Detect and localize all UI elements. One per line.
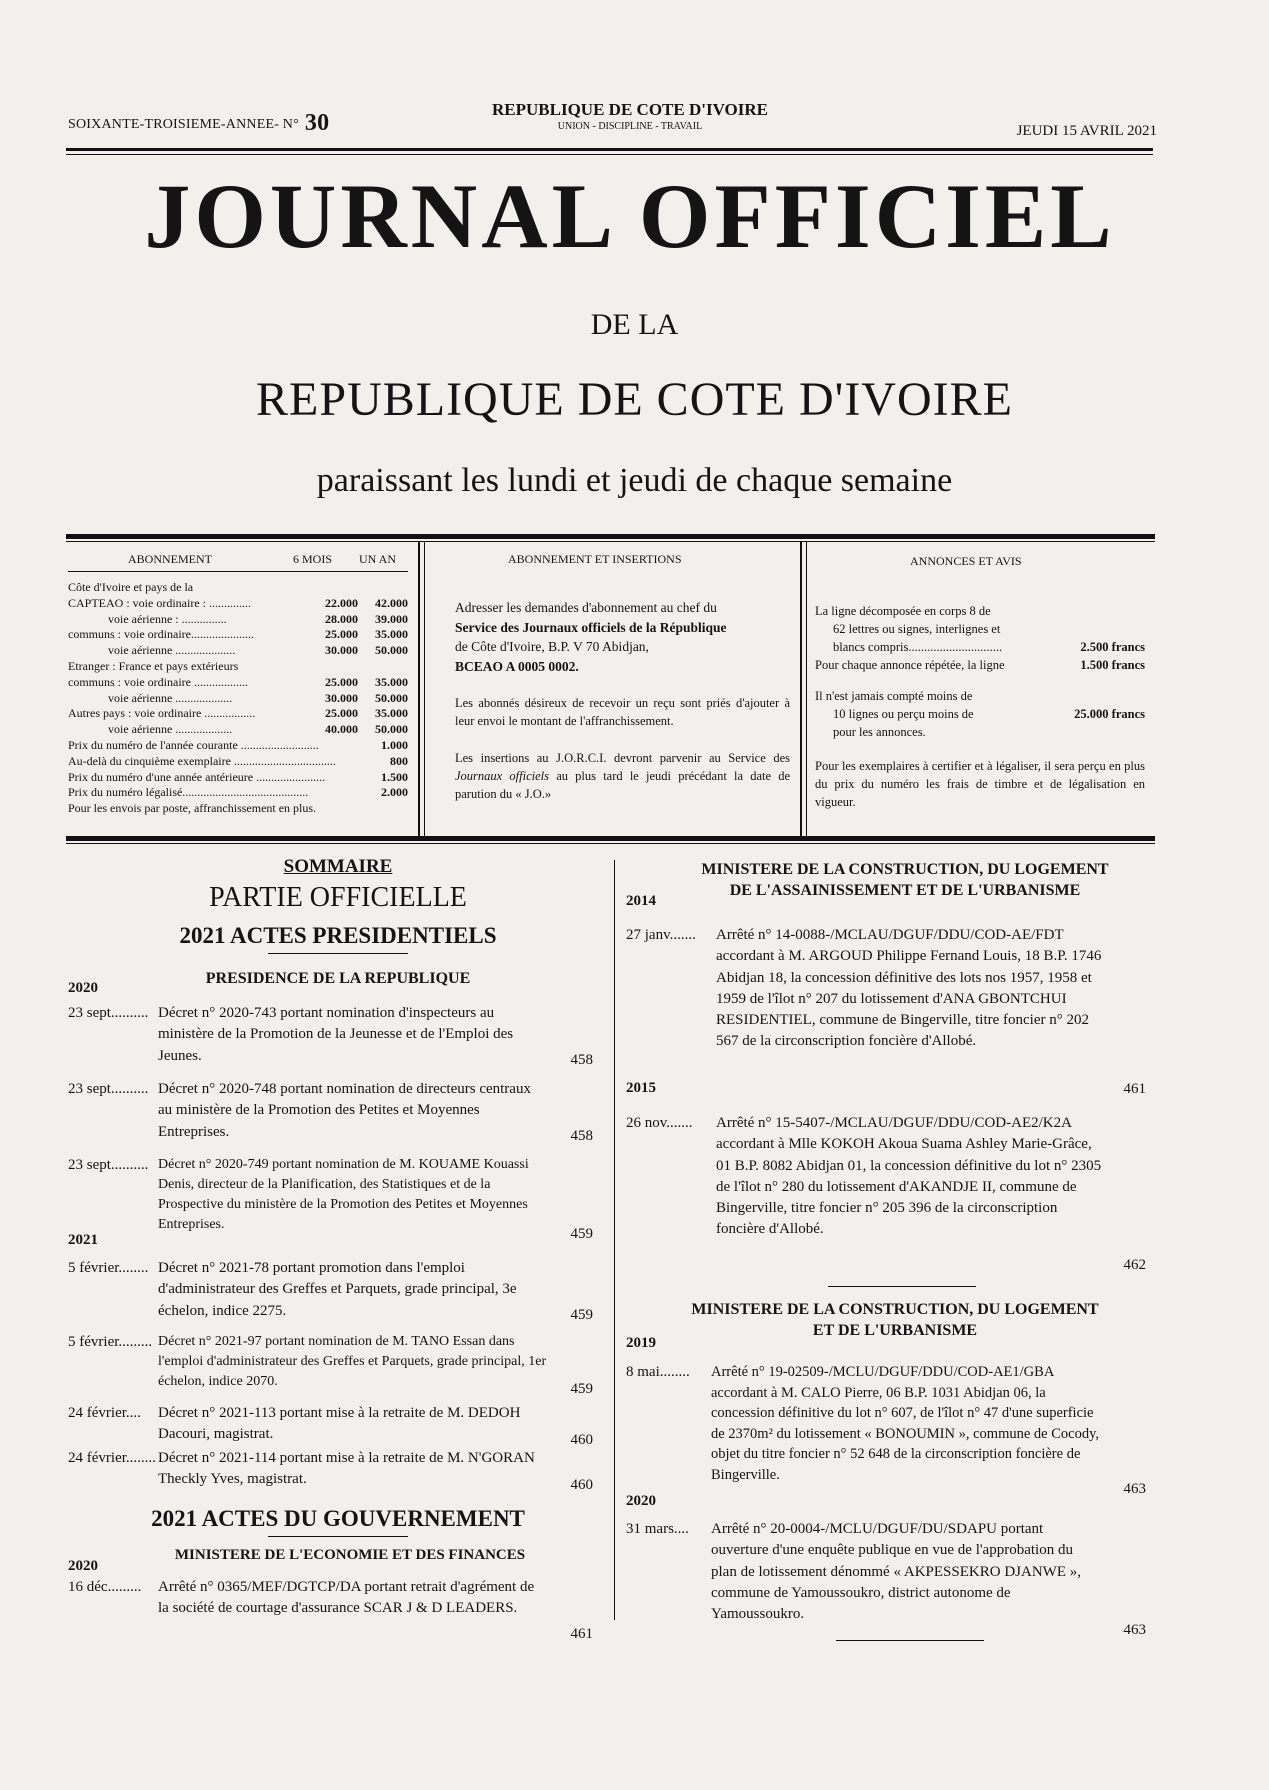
rate-six-months <box>308 785 359 801</box>
section-rule-1 <box>268 953 408 954</box>
year-label-2021: 2021 <box>68 1232 98 1248</box>
rate-one-year: 50.000 <box>375 722 408 737</box>
year-label-2020-construction: 2020 <box>626 1493 656 1509</box>
rate-label: CAPTEAO : voie ordinaire : .............. <box>68 595 251 610</box>
entry-date: 23 sept.......... <box>68 1081 149 1097</box>
box-separator-1 <box>418 541 420 837</box>
summary-entry <box>68 1079 593 1147</box>
rate-one-year <box>363 801 408 817</box>
summary-entry <box>626 1519 1146 1641</box>
entry-text: Décret n° 2020-749 portant nomination de M. KOUAME Kouassi Denis, directeur de la Planification, des Statistiques et de la Prospective du ministère de la Promotion des Petites et Moyennes Entreprises. <box>158 1157 529 1232</box>
year-label: SOIXANTE-TROISIEME-ANNEE- N° <box>68 117 299 132</box>
title-de-la: DE LA <box>590 308 679 341</box>
issue-date: JEUDI 15 AVRIL 2021 <box>1016 123 1157 139</box>
annonces-line-3 <box>815 638 1145 656</box>
summary-entry <box>68 1332 593 1400</box>
year-label-2020: 2020 <box>68 980 98 996</box>
annonces-line-4-label: Pour chaque annonce répétée, la ligne <box>815 658 1005 673</box>
box-separator-2 <box>800 541 802 837</box>
entry-page-number: 459 <box>570 1307 593 1323</box>
rate-one-year: 2.000 <box>381 785 408 800</box>
rate-row <box>68 722 408 738</box>
rate-label: voie aérienne .................... <box>108 643 236 658</box>
rate-label: Prix du numéro légalisé.......................................... <box>68 785 309 800</box>
rate-six-months <box>306 659 358 675</box>
entry-date: 23 sept.......... <box>68 1157 149 1173</box>
box-bottom-rule-thin <box>66 843 1155 844</box>
top-rule <box>66 148 1153 151</box>
rate-six-months: 30.000 <box>325 690 358 705</box>
box-top-rule <box>66 534 1155 539</box>
entry-text: Décret n° 2021-114 portant mise à la retraite de M. N'GORAN Theckly Yves, magistrat. <box>158 1450 535 1488</box>
rate-row <box>68 785 408 801</box>
year-label-2015: 2015 <box>626 1080 656 1096</box>
box-top-rule-thin <box>66 541 1155 542</box>
insertions-line-3: de Côte d'Ivoire, B.P. V 70 Abidjan, <box>455 639 649 655</box>
rate-one-year: 800 <box>390 753 408 768</box>
ministere-cl2-line-a: MINISTERE DE LA CONSTRUCTION, DU LOGEMENT <box>691 1301 1099 1318</box>
entry-page-number: 458 <box>570 1128 593 1144</box>
annonces-price-1: 2.500 francs <box>1080 640 1145 655</box>
rate-row <box>68 754 408 770</box>
annonces-line-5: Il n'est jamais compté moins de <box>815 688 973 703</box>
rate-label: Autres pays : voie ordinaire ................. <box>68 706 256 721</box>
six-months-header: 6 MOIS <box>293 552 333 566</box>
rate-row <box>68 659 408 675</box>
publication-frequency: paraissant les lundi et jeudi de chaque semaine <box>316 462 953 499</box>
entry-text: Décret n° 2021-113 portant mise à la retraite de M. DEDOH Dacouri, magistrat. <box>158 1405 521 1443</box>
rate-row <box>68 738 408 754</box>
rate-six-months <box>319 738 364 754</box>
legalisation-note: Pour les exemplaires à certifier et à légaliser, il sera perçu en plus du prix du numéro les frais de timbre et de légalisation en vigueur. <box>815 758 1145 810</box>
annonces-line-4 <box>815 656 1145 674</box>
rate-row <box>68 580 408 596</box>
rate-six-months: 25.000 <box>325 627 358 642</box>
rate-label: communs : voie ordinaire .................. <box>68 674 248 689</box>
annonces-price-2: 1.500 francs <box>1080 658 1145 673</box>
rate-row <box>68 801 408 817</box>
top-rule-thin <box>66 154 1153 155</box>
entry-text: Arrêté n° 15-5407-/MCLAU/DGUF/DDU/COD-AE2/K2A accordant à Mlle KOKOH Akoua Suama Ashley Marie-Grâce, 01 B.P. 8082 Abidjan 01, la concession définitive du lot n° 2305 de l'îlot n° 280 du lotissement d'AKANDJE II, commune de Bingerville, titre foncier n° 205 396 de la circonscription foncière d'Allobé. <box>716 1115 1102 1238</box>
rate-row <box>68 596 408 612</box>
section-rule-3 <box>828 1286 976 1287</box>
entry-text: Arrêté n° 0365/MEF/DGTCP/DA portant retrait d'agrément de la société de courtage d'assurance SCAR J & D LEADERS. <box>158 1579 535 1617</box>
box-separator-2b <box>806 541 807 837</box>
entry-page-number: 461 <box>1123 1081 1146 1097</box>
insertions-header: ABONNEMENT ET INSERTIONS <box>508 552 682 566</box>
rate-six-months <box>306 580 358 596</box>
summary-entry <box>68 1003 593 1071</box>
entry-page-number: 459 <box>570 1381 593 1397</box>
entry-date: 24 février.... <box>68 1405 141 1421</box>
entry-date: 23 sept.......... <box>68 1005 149 1021</box>
summary-entry <box>68 1155 593 1245</box>
summary-entry <box>68 1258 593 1326</box>
rates-header-rule <box>68 571 408 572</box>
annonces-header: ANNONCES ET AVIS <box>910 554 1022 568</box>
rate-six-months <box>336 754 373 770</box>
annonces-line-3-label: blancs compris.............................. <box>833 640 1003 655</box>
rate-label: Prix du numéro d'une année antérieure ....................... <box>68 769 326 784</box>
annonces-line-6-label: 10 lignes ou perçu moins de <box>833 706 974 721</box>
rate-one-year <box>358 659 408 675</box>
national-motto: UNION - DISCIPLINE - TRAVAIL <box>557 121 703 132</box>
ministere-cl1-line-a: MINISTERE DE LA CONSTRUCTION, DU LOGEMENT <box>701 861 1109 878</box>
actes-gouvernement-heading: 2021 ACTES DU GOUVERNEMENT <box>151 1506 525 1531</box>
entry-text: Arrêté n° 19-02509-/MCLU/DGUF/DDU/COD-AE1/GBA accordant à M. CALO Pierre, 06 B.P. 1031 Abidjan 06, la concession définitive du lot n° 607, de l'îlot n° 47 d'une superficie de 2370m² du lotissement « BONOUMIN », commune de Cocody, objet du titre foncier n° 52 648 de la circonscription foncière de Bingerville. <box>711 1364 1100 1483</box>
annonces-price-3: 25.000 francs <box>1074 706 1145 721</box>
entry-text: Décret n° 2021-97 portant nomination de M. TANO Essan dans l'emploi d'administrateur des Greffes et Parquets, grade principal, 1er échelon, indice 2070. <box>158 1334 547 1389</box>
receipt-note: Les abonnés désireux de recevoir un reçu sont priés d'ajouter à leur envoi le montant de l'affranchissement. <box>455 696 790 729</box>
summary-entry <box>68 1577 593 1645</box>
rate-six-months: 40.000 <box>325 722 358 737</box>
journal-title: JOURNAL OFFICIEL <box>144 165 1116 267</box>
summary-entry <box>626 1113 1146 1276</box>
annonces-line-6 <box>815 705 1145 723</box>
summary-entry <box>626 1362 1146 1500</box>
entry-date: 31 mars.... <box>626 1521 689 1537</box>
rate-row <box>68 706 408 722</box>
annonces-text <box>815 602 1145 811</box>
rate-six-months: 25.000 <box>325 706 358 721</box>
actes-presidentiels-heading: 2021 ACTES PRESIDENTIELS <box>179 923 497 948</box>
ministere-cl2-line-b: ET DE L'URBANISME <box>812 1321 978 1339</box>
column-separator <box>614 860 615 1620</box>
deadline-c: au plus tard le jeudi précédant la date de parution du « J.O.» <box>455 768 791 801</box>
rate-row <box>68 612 408 628</box>
rate-one-year: 42.000 <box>375 595 408 610</box>
rate-one-year: 39.000 <box>375 611 408 626</box>
sommaire-heading: SOMMAIRE <box>283 856 393 877</box>
rate-label: Côte d'Ivoire et pays de la <box>68 580 194 594</box>
rate-six-months <box>325 770 367 786</box>
rate-label: communs : voie ordinaire..................... <box>68 627 254 642</box>
rate-six-months: 25.000 <box>325 674 358 689</box>
rate-one-year: 50.000 <box>375 643 408 658</box>
insertions-line-2: Service des Journaux officiels de la République <box>455 619 727 635</box>
rate-row <box>68 770 408 786</box>
year-label-2014: 2014 <box>626 893 656 909</box>
rate-six-months: 22.000 <box>325 595 358 610</box>
ministere-economie-heading: MINISTERE DE L'ECONOMIE ET DES FINANCES <box>174 1547 526 1563</box>
rate-one-year <box>358 580 408 596</box>
box-bottom-rule <box>66 836 1155 841</box>
summary-entry <box>626 925 1146 1100</box>
rate-one-year: 35.000 <box>375 627 408 642</box>
rate-six-months <box>316 801 363 817</box>
box-separator-1b <box>424 541 425 837</box>
entry-date: 26 nov....... <box>626 1115 693 1131</box>
rate-one-year: 35.000 <box>375 674 408 689</box>
issue-info <box>68 110 329 137</box>
deadline-a: Les insertions au J.O.R.C.I. devront parvenir au Service des <box>455 750 790 765</box>
section-rule-4 <box>836 1640 984 1641</box>
rate-label: voie aérienne : ............... <box>108 611 227 626</box>
insertion-deadline <box>455 749 790 803</box>
rate-one-year: 35.000 <box>375 706 408 721</box>
entry-date: 5 février........ <box>68 1260 149 1276</box>
rate-label: Prix du numéro de l'année courante .......................... <box>68 738 319 752</box>
entry-text: Décret n° 2020-743 portant nomination d'inspecteurs au ministère de la Promotion de la Jeunesse et de l'Emploi des Jeunes. <box>158 1005 514 1064</box>
entry-page-number: 463 <box>1123 1622 1146 1638</box>
entry-page-number: 459 <box>570 1226 593 1242</box>
rate-row <box>68 675 408 691</box>
entry-text: Arrêté n° 14-0088-/MCLAU/DGUF/DDU/COD-AE/FDT accordant à M. ARGOUD Philippe Fernand Louis, 18 B.P. 1746 Abidjan 18, la concession définitive des lots nos 1957, 1958 et 1959 de l'îlot n° 207 du lotissement d'ANA GBONTCHUI RESIDENTIEL, commune de Bingerville, titre foncier n° 202 567 de la circonscription foncière d'Allobé. <box>716 927 1102 1050</box>
partie-officielle-heading: PARTIE OFFICIELLE <box>209 882 467 913</box>
entry-page-number: 460 <box>570 1477 593 1493</box>
entry-text: Décret n° 2021-78 portant promotion dans l'emploi d'administrateur des Greffes et Parquets, grade principal, 3e échelon, indice 2275. <box>158 1260 517 1319</box>
entry-page-number: 463 <box>1123 1481 1146 1497</box>
insertions-line-4: BCEAO A 0005 0002. <box>455 658 579 674</box>
summary-entry <box>68 1403 593 1451</box>
one-year-header: UN AN <box>359 552 397 566</box>
rate-row <box>68 691 408 707</box>
entry-page-number: 461 <box>570 1626 593 1642</box>
summary-entry <box>68 1448 593 1496</box>
rate-label: voie aérienne ................... <box>108 722 233 737</box>
entry-page-number: 462 <box>1123 1257 1146 1273</box>
entry-date: 16 déc......... <box>68 1579 142 1595</box>
rate-label: Pour les envois par poste, affranchissement en plus. <box>68 801 317 816</box>
rate-label: Etranger : France et pays extérieurs <box>68 659 239 673</box>
insertions-text <box>455 598 790 803</box>
country-name: REPUBLIQUE DE COTE D'IVOIRE <box>492 100 768 119</box>
rate-six-months: 28.000 <box>325 611 358 626</box>
ministere-construction-heading-2 <box>640 1300 1150 1342</box>
entry-date: 27 janv....... <box>626 927 696 943</box>
entry-text: Décret n° 2020-748 portant nomination de directeurs centraux au ministère de la Promotion des Petites et Moyennes Entreprises. <box>158 1081 531 1140</box>
entry-page-number: 458 <box>570 1052 593 1068</box>
republic-title: REPUBLIQUE DE COTE D'IVOIRE <box>256 373 1013 426</box>
subscription-rates <box>68 548 408 833</box>
entry-text: Arrêté n° 20-0004-/MCLU/DGUF/DU/SDAPU portant ouverture d'une enquête publique en vue de l'approbation du plan de lotissement dénommé « AKPESSEKRO DJANWE », commune de Yamoussoukro, district autonome de Yamoussoukro. <box>711 1521 1081 1623</box>
rate-label: Au-delà du cinquième exemplaire .................................. <box>68 753 336 768</box>
insertions-line-1: Adresser les demandes d'abonnement au chef du <box>455 600 717 615</box>
rate-one-year: 1.000 <box>381 738 408 752</box>
entry-date: 24 février........ <box>68 1450 156 1466</box>
presidence-heading: PRESIDENCE DE LA REPUBLIQUE <box>205 970 471 987</box>
entry-date: 5 février......... <box>68 1334 153 1350</box>
rate-label: voie aérienne ................... <box>108 690 233 705</box>
rate-one-year: 1.500 <box>381 769 408 784</box>
issue-number: 30 <box>304 110 330 136</box>
ministere-cl1-line-b: DE L'ASSAINISSEMENT ET DE L'URBANISME <box>729 881 1081 899</box>
country-heading <box>440 100 820 132</box>
rate-one-year: 50.000 <box>375 690 408 705</box>
year-label-2020-gov: 2020 <box>68 1558 98 1574</box>
entry-page-number: 460 <box>570 1432 593 1448</box>
annonces-line-7: pour les annonces. <box>833 724 926 739</box>
rates-header: ABONNEMENT <box>128 552 212 566</box>
deadline-b: Journaux officiels <box>455 768 549 783</box>
ministere-construction-heading-1 <box>660 860 1150 902</box>
annonces-line-1: La ligne décomposée en corps 8 de <box>815 604 991 618</box>
section-rule-2 <box>268 1536 408 1537</box>
rate-row <box>68 643 408 659</box>
annonces-line-2: 62 lettres ou signes, interlignes et <box>833 622 1001 637</box>
entry-date: 8 mai........ <box>626 1364 690 1380</box>
rate-row <box>68 627 408 643</box>
year-label-2019: 2019 <box>626 1335 656 1351</box>
rate-six-months: 30.000 <box>325 643 358 658</box>
